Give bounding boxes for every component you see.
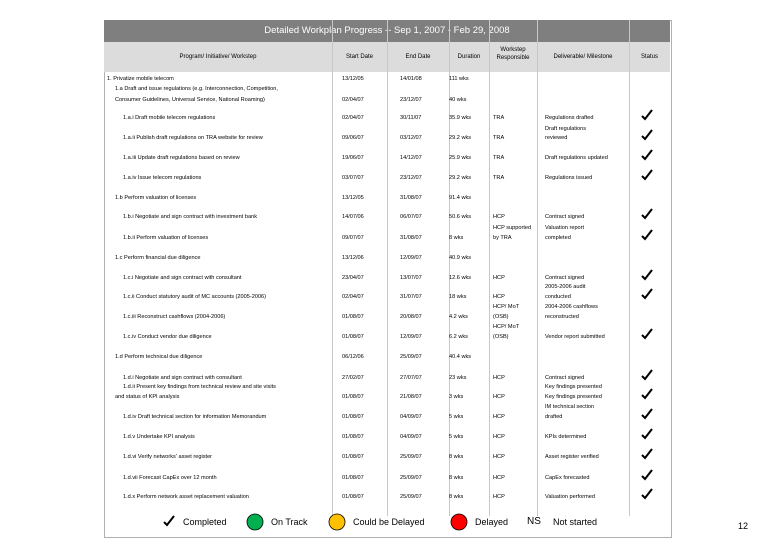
cell-deliverable: Asset register verified: [545, 454, 599, 460]
column-divider: [629, 20, 630, 516]
cell-program: 1.b Perform valuation of licenses: [115, 195, 197, 201]
completed-check-icon: [641, 208, 653, 220]
cell-end-date: 12/09/07: [400, 334, 422, 340]
cell-start-date: 14/07/06: [342, 214, 364, 220]
cell-program: 1.d.iv Draft technical section for information Memorandum: [123, 414, 267, 420]
cell-responsible: by TRA: [493, 235, 512, 241]
cell-start-date: 02/04/07: [342, 115, 364, 121]
cell-duration: 25.9 wks: [449, 155, 472, 161]
cell-duration: 18 wks: [449, 294, 467, 300]
legend-on-track: On Track: [271, 517, 308, 527]
cell-duration: 12.6 wks: [449, 275, 472, 281]
completed-check-icon: [641, 469, 653, 481]
cell-deliverable: Valuation report: [545, 225, 585, 231]
completed-check-icon: [641, 448, 653, 460]
cell-end-date: 20/08/07: [400, 314, 422, 320]
cell-duration: 50.6 wks: [449, 214, 472, 220]
cell-duration: 29.2 wks: [449, 135, 472, 141]
cell-program: 1.c.i Negotiate and sign contract with consultant: [123, 275, 242, 281]
cell-end-date: 14/01/08: [400, 76, 422, 82]
cell-deliverable: 2005-2006 audit: [545, 284, 586, 290]
cell-end-date: 04/09/07: [400, 434, 422, 440]
cell-end-date: 21/08/07: [400, 394, 422, 400]
cell-start-date: 02/04/07: [342, 97, 364, 103]
cell-end-date: 14/12/07: [400, 155, 422, 161]
cell-program: 1.a.ii Publish draft regulations on TRA website for review: [123, 135, 263, 141]
cell-duration: 29.2 wks: [449, 175, 472, 181]
cell-responsible: TRA: [493, 155, 505, 161]
cell-responsible: TRA: [493, 135, 505, 141]
cell-start-date: 03/07/07: [342, 175, 364, 181]
cell-program: 1.c.iv Conduct vendor due diligence: [123, 334, 212, 340]
cell-deliverable: Draft regulations updated: [545, 155, 608, 161]
cell-duration: 6.2 wks: [449, 334, 468, 340]
cell-end-date: 27/07/07: [400, 375, 422, 381]
completed-check-icon: [641, 269, 653, 281]
cell-end-date: 25/09/07: [400, 354, 422, 360]
cell-responsible: TRA: [493, 115, 505, 121]
cell-responsible: HCP: [493, 414, 505, 420]
cell-end-date: 06/07/07: [400, 214, 422, 220]
cell-deliverable: CapEx forecasted: [545, 475, 590, 481]
column-divider: [537, 20, 538, 516]
cell-start-date: 09/06/07: [342, 135, 364, 141]
cell-responsible: HCP supported: [493, 225, 532, 231]
cell-duration: 40 wks: [449, 97, 467, 103]
cell-end-date: 31/07/07: [400, 294, 422, 300]
page-number: 12: [738, 521, 749, 531]
cell-program: 1.d.vii Forecast CapEx over 12 month: [123, 475, 217, 481]
cell-program: and status of KPI analysis: [115, 394, 180, 400]
completed-check-icon: [641, 428, 653, 440]
cell-duration: 91.4 wks: [449, 195, 472, 201]
cell-start-date: 13/12/06: [342, 255, 364, 261]
cell-end-date: 13/07/07: [400, 275, 422, 281]
cell-program: 1.d Perform technical due diligence: [115, 354, 203, 360]
cell-program: 1.a Draft and issue regulations (e.g. Interconnection, Competition,: [115, 86, 278, 92]
cell-end-date: 25/09/07: [400, 475, 422, 481]
cell-duration: 8 wks: [449, 475, 464, 481]
cell-end-date: 23/12/07: [400, 175, 422, 181]
cell-end-date: 23/12/07: [400, 97, 422, 103]
cell-start-date: 01/08/07: [342, 454, 364, 460]
completed-check-icon: [641, 408, 653, 420]
cell-deliverable: IM technical section: [545, 404, 595, 410]
completed-check-icon: [641, 129, 653, 141]
cell-program: 1.a.iv Issue telecom regulations: [123, 175, 202, 181]
completed-check-icon: [641, 388, 653, 400]
cell-responsible: HCP: [493, 214, 505, 220]
cell-duration: 3 wks: [449, 394, 464, 400]
col-start-header: Start Date: [345, 54, 373, 60]
cell-program: 1.a.i Draft mobile telecom regulations: [123, 115, 216, 121]
cell-program: 1.d.ii Present key findings from technical review and site visits: [123, 384, 276, 390]
checkmark-icon: [163, 515, 175, 527]
cell-start-date: 23/04/07: [342, 275, 364, 281]
cell-responsible: HCP: [493, 475, 505, 481]
cell-deliverable: reconstructed: [545, 314, 579, 320]
cell-program: 1.c Perform financial due diligence: [115, 255, 201, 261]
cell-end-date: 25/09/07: [400, 454, 422, 460]
green-circle-icon: [245, 512, 265, 532]
cell-duration: 35.9 wks: [449, 115, 472, 121]
cell-start-date: 01/08/07: [342, 434, 364, 440]
cell-deliverable: Contract signed: [545, 375, 585, 381]
cell-duration: 5 wks: [449, 434, 464, 440]
cell-responsible: HCP: [493, 494, 505, 500]
cell-program: 1.d.vi Verify networks' asset register: [123, 454, 213, 460]
cell-end-date: 30/11/07: [400, 115, 422, 121]
completed-check-icon: [641, 369, 653, 381]
cell-program: 1.d.i Negotiate and sign contract with consultant: [123, 375, 242, 381]
cell-deliverable: Valuation performed: [545, 494, 595, 500]
cell-program: 1.b.ii Perform valuation of licenses: [123, 235, 209, 241]
cell-end-date: 12/09/07: [400, 255, 422, 261]
col-deliverable-header: Deliverable/ Milestone: [553, 54, 613, 60]
red-circle-icon: [449, 512, 469, 532]
cell-deliverable: Vendor report submitted: [545, 334, 605, 340]
legend-could-be-delayed: Could be Delayed: [353, 517, 425, 527]
cell-start-date: 06/12/06: [342, 354, 364, 360]
cell-start-date: 19/06/07: [342, 155, 364, 161]
cell-program: 1.d.x Perform network asset replacement valuation: [123, 494, 249, 500]
cell-start-date: 01/08/07: [342, 414, 364, 420]
col-status-header: Status: [640, 54, 658, 60]
yellow-circle-icon: [327, 512, 347, 532]
cell-deliverable: Key findings presented: [545, 394, 602, 400]
cell-responsible: TRA: [493, 175, 505, 181]
cell-program: 1.a.iii Update draft regulations based on review: [123, 155, 240, 161]
completed-check-icon: [641, 288, 653, 300]
cell-end-date: 04/09/07: [400, 414, 422, 420]
cell-responsible: HCP: [493, 294, 505, 300]
page-title: Detailed Workplan Progress -- Sep 1, 2007 - Feb 29, 2008: [104, 20, 670, 42]
legend-ns-abbr: NS: [527, 516, 541, 527]
cell-deliverable: completed: [545, 235, 571, 241]
cell-responsible: HCP: [493, 434, 505, 440]
cell-deliverable: Contract signed: [545, 214, 585, 220]
cell-responsible: (OSB): [493, 334, 509, 340]
cell-program: 1. Privatize mobile telecom: [107, 76, 174, 82]
cell-deliverable: drafted: [545, 414, 563, 420]
completed-check-icon: [641, 328, 653, 340]
cell-duration: 4.2 wks: [449, 314, 468, 320]
cell-duration: 8 wks: [449, 235, 464, 241]
completed-check-icon: [641, 229, 653, 241]
cell-responsible: HCP: [493, 394, 505, 400]
legend-delayed: Delayed: [475, 517, 509, 527]
cell-program: 1.c.ii Conduct statutory audit of MC accounts (2005-2006): [123, 294, 267, 300]
col-program-header: Program/ Initiative/ Workstep: [179, 54, 257, 60]
column-divider: [332, 20, 333, 516]
cell-end-date: 31/08/07: [400, 235, 422, 241]
cell-start-date: 13/12/05: [342, 195, 364, 201]
cell-end-date: 03/12/07: [400, 135, 422, 141]
column-divider: [489, 20, 490, 516]
legend-completed: Completed: [183, 517, 227, 527]
cell-responsible: HCP: [493, 454, 505, 460]
cell-duration: 23 wks: [449, 375, 467, 381]
cell-start-date: 01/08/07: [342, 394, 364, 400]
cell-deliverable: 2004-2006 cashflows: [545, 304, 598, 310]
cell-start-date: 09/07/07: [342, 235, 364, 241]
column-divider: [449, 20, 450, 516]
cell-duration: 111 wks: [449, 76, 469, 82]
cell-deliverable: Contract signed: [545, 275, 585, 281]
cell-duration: 5 wks: [449, 414, 464, 420]
cell-responsible: HCP/ MoT: [493, 304, 520, 310]
cell-end-date: 31/08/07: [400, 195, 422, 201]
cell-responsible: HCP/ MoT: [493, 324, 520, 330]
cell-program: 1.d.v Undertake KPI analysis: [123, 434, 195, 440]
cell-responsible: HCP: [493, 375, 505, 381]
completed-check-icon: [641, 109, 653, 121]
cell-start-date: 02/04/07: [342, 294, 364, 300]
cell-program: 1.b.i Negotiate and sign contract with investment bank: [123, 214, 258, 220]
cell-duration: 40.9 wks: [449, 255, 472, 261]
cell-duration: 8 wks: [449, 454, 464, 460]
column-divider: [387, 20, 388, 516]
cell-deliverable: Draft regulations: [545, 126, 587, 132]
cell-end-date: 25/09/07: [400, 494, 422, 500]
cell-duration: 8 wks: [449, 494, 464, 500]
cell-program: Consumer Guidelines, Universal Service, National Roaming): [115, 97, 265, 103]
cell-start-date: 01/08/07: [342, 334, 364, 340]
cell-program: 1.c.iii Reconstruct cashflows (2004-2006): [123, 314, 226, 320]
cell-deliverable: reviewed: [545, 135, 568, 141]
cell-duration: 40.4 wks: [449, 354, 472, 360]
completed-check-icon: [641, 169, 653, 181]
col-responsible-header: Workstep Responsible: [496, 47, 530, 61]
cell-deliverable: Regulations drafted: [545, 115, 594, 121]
cell-deliverable: Key findings presented: [545, 384, 602, 390]
cell-responsible: (OSB): [493, 314, 509, 320]
col-end-header: End Date: [405, 54, 431, 60]
cell-start-date: 01/08/07: [342, 475, 364, 481]
completed-check-icon: [641, 488, 653, 500]
cell-start-date: 01/08/07: [342, 314, 364, 320]
cell-deliverable: conducted: [545, 294, 571, 300]
cell-deliverable: KPIs determined: [545, 434, 587, 440]
cell-start-date: 13/12/05: [342, 76, 364, 82]
cell-start-date: 27/02/07: [342, 375, 364, 381]
completed-check-icon: [641, 149, 653, 161]
legend-not-started: Not started: [553, 517, 598, 527]
cell-responsible: HCP: [493, 275, 505, 281]
cell-start-date: 01/08/07: [342, 494, 364, 500]
cell-deliverable: Regulations issued: [545, 175, 593, 181]
col-duration-header: Duration: [457, 54, 481, 60]
